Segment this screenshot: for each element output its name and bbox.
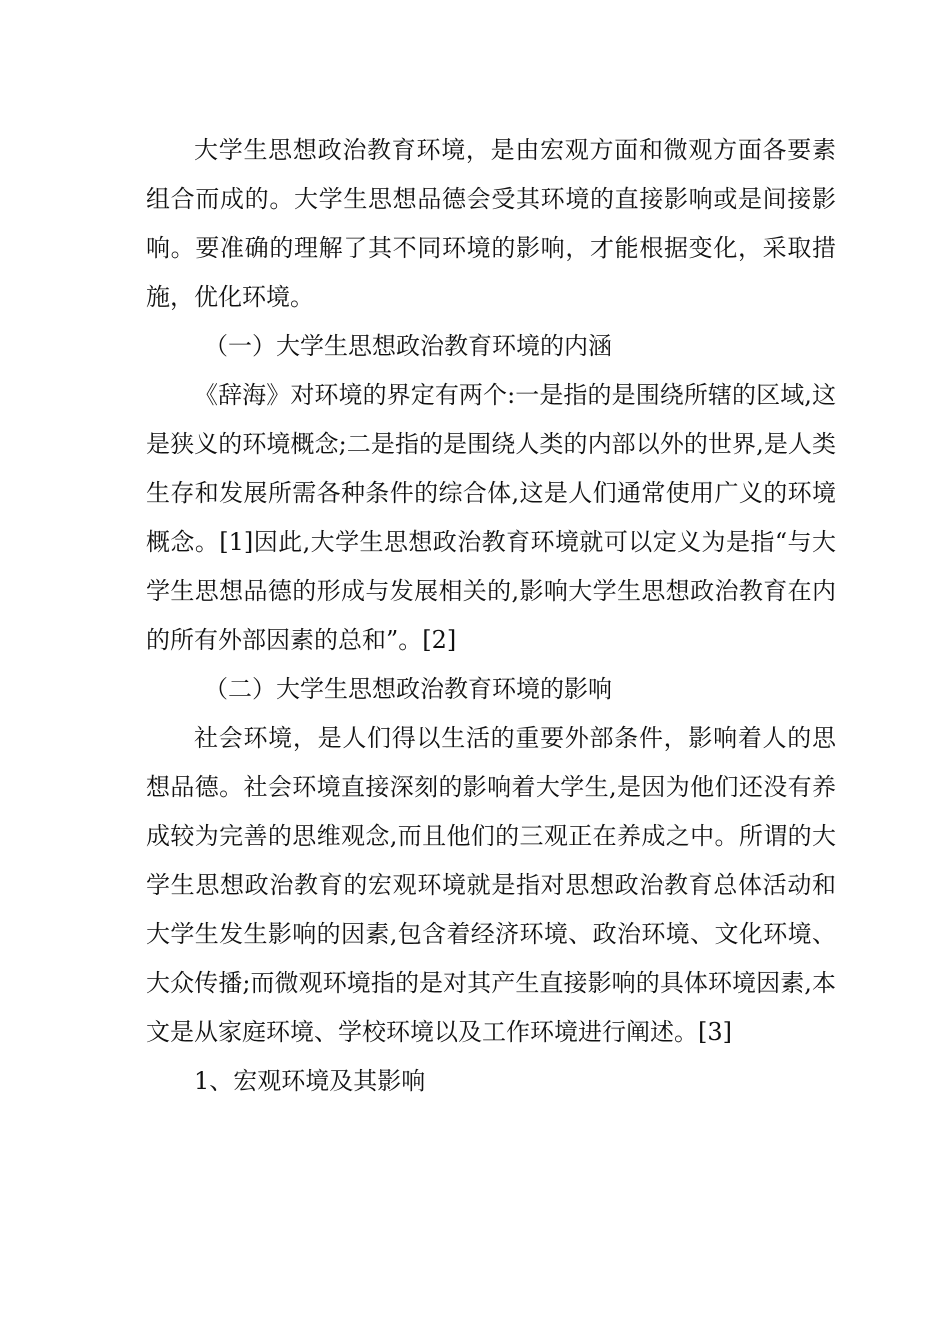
intro-paragraph: 大学生思想政治教育环境，是由宏观方面和微观方面各要素组合而成的。大学生思想品德会受其环境的直接影响或是间接影响。要准确的理解了其不同环境的影响，才能根据变化，采取措施，优化环境。 [146,136,836,311]
document-body [146,126,836,1106]
section-heading-connotation: （一）大学生思想政治教育环境的内涵 [204,332,612,360]
influence-paragraph: 社会环境，是人们得以生活的重要外部条件，影响着人的思想品德。社会环境直接深刻的影响着大学生,是因为他们还没有养成较为完善的思维观念,而且他们的三观正在养成之中。所谓的大学生思想政治教育的宏观环境就是指对思想政治教育总体活动和大学生发生影响的因素,包含着经济环境、政治环境、文化环境、大众传播;而微观环境指的是对其产生直接影响的具体环境因素,本文是从家庭环境、学校环境以及工作环境进行阐述。[3] [146,724,836,1046]
section-heading-influence: （二）大学生思想政治教育环境的影响 [204,675,612,703]
definition-paragraph: 《辞海》对环境的界定有两个:一是指的是围绕所辖的区域,这是狭义的环境概念;二是指的是围绕人类的内部以外的世界,是人类生存和发展所需各种条件的综合体,这是人们通常使用广义的环境概念。[1]因此,大学生思想政治教育环境就可以定义为是指“与大学生思想品德的形成与发展相关的,影响大学生思想政治教育在内的所有外部因素的总和”。[2] [146,381,836,654]
subsection-heading-macro: 1、宏观环境及其影响 [194,1067,426,1095]
